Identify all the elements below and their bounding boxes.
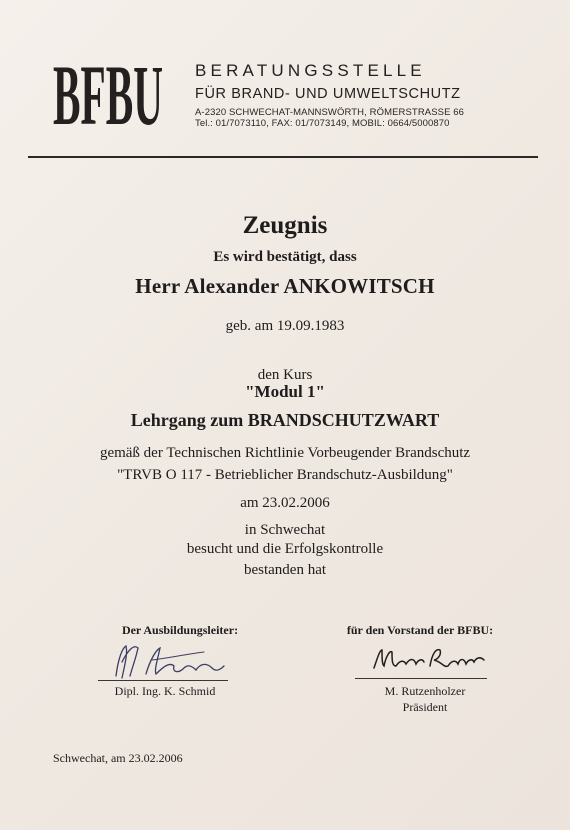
course-date: am 23.02.2006 xyxy=(240,495,330,511)
org-subtitle: FÜR BRAND- UND UMWELTSCHUTZ xyxy=(195,86,461,102)
place-and-date: Schwechat, am 23.02.2006 xyxy=(53,751,183,765)
logo-lettering: BFBU xyxy=(53,47,163,134)
left-signature xyxy=(108,640,238,684)
birth-date: geb. am 19.09.1983 xyxy=(225,318,345,334)
left-signature-label: Der Ausbildungsleiter: xyxy=(121,623,239,637)
right-signature-label: für den Vorstand der BFBU: xyxy=(346,623,494,637)
course-title: Lehrgang zum BRANDSCHUTZWART xyxy=(130,410,440,430)
course-intro: den Kurs xyxy=(257,367,313,383)
org-address: A-2320 SCHWECHAT-MANNSWÖRTH, RÖMERSTRASSE 66 xyxy=(195,107,465,118)
left-signer-name: Dipl. Ing. K. Schmid xyxy=(114,684,216,698)
guideline-name: "TRVB O 117 - Betrieblicher Brandschutz-Ausbildung" xyxy=(117,467,453,483)
person-name: Herr Alexander ANKOWITSCH xyxy=(135,274,435,298)
right-signer-name: M. Rutzenholzer xyxy=(384,684,466,698)
certificate-title: Zeugnis xyxy=(242,212,328,239)
bfbu-logo xyxy=(50,40,166,134)
attended-text: besucht und die Erfolgskontrolle xyxy=(186,541,384,557)
left-signature-line xyxy=(98,680,228,681)
course-name: "Modul 1" xyxy=(245,382,325,401)
certify-text: Es wird bestätigt, dass xyxy=(213,249,357,265)
header-divider xyxy=(28,156,538,158)
org-name: BERATUNGSSTELLE xyxy=(195,61,426,80)
passed-text: bestanden hat xyxy=(243,562,327,578)
right-signer-role: Präsident xyxy=(402,700,448,714)
org-contact: Tel.: 01/7073110, FAX: 01/7073149, MOBIL: 0664/5000870 xyxy=(195,118,450,129)
right-signature xyxy=(370,642,490,676)
guideline-text: gemäß der Technischen Richtlinie Vorbeugender Brandschutz xyxy=(99,445,471,461)
right-signature-line xyxy=(355,678,487,679)
course-location: in Schwechat xyxy=(244,522,326,538)
